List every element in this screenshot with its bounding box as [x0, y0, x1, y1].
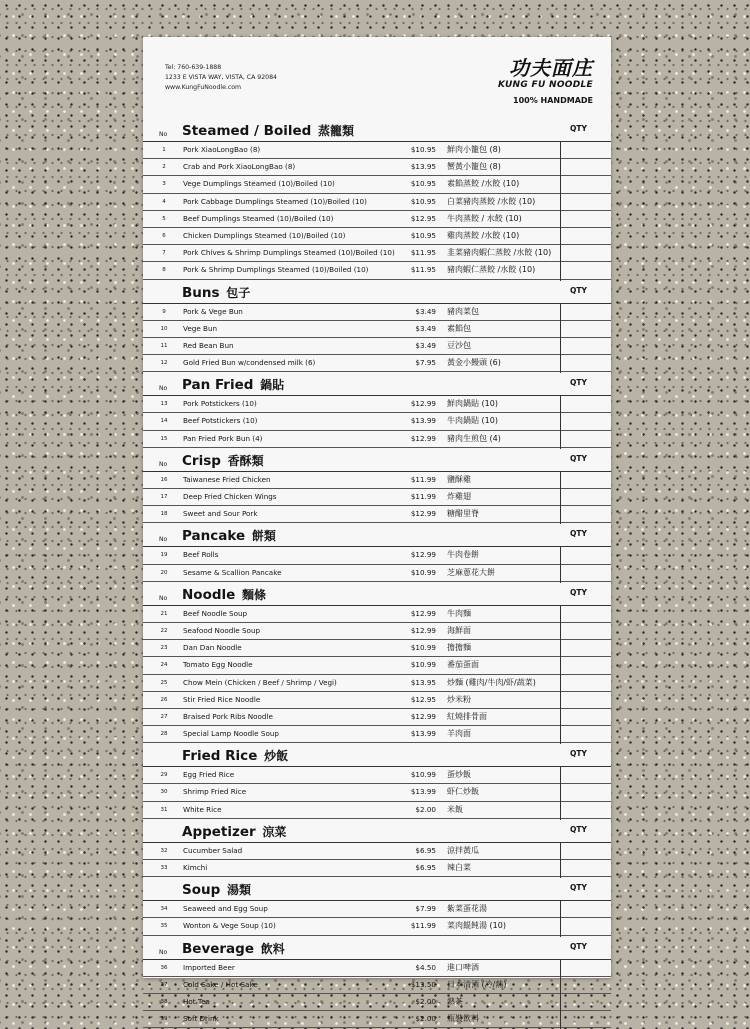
section-header — [143, 585, 611, 606]
menu-item-row — [143, 176, 611, 193]
item-number: 30 — [160, 789, 168, 796]
section-title — [182, 823, 286, 840]
menu-section — [143, 939, 611, 1029]
item-price: $12.99 — [410, 399, 436, 409]
item-name: Shrimp Fried Rice — [183, 787, 247, 797]
section-title-zh: 炒飯 — [264, 749, 289, 764]
section-title-en: Soup — [182, 882, 221, 899]
address: 1233 E VISTA WAY, VISTA, CA 92084 — [165, 74, 277, 81]
item-number: 29 — [160, 772, 168, 779]
item-price: $7.95 — [415, 358, 436, 368]
menu-sections — [143, 121, 611, 1028]
menu-item-row — [143, 565, 611, 582]
item-price: $12.99 — [410, 550, 436, 560]
item-number: 11 — [160, 342, 168, 349]
menu-section — [143, 585, 611, 744]
item-name-zh: 炒米粉 — [447, 694, 471, 704]
item-name-zh: 牛肉鍋貼 (10) — [447, 416, 498, 426]
menu-item-row — [143, 860, 611, 877]
item-name-zh: 牛肉卷餅 — [447, 550, 479, 560]
contact-info — [165, 63, 277, 93]
item-name-zh: 炸雞翅 — [447, 492, 471, 501]
item-name: Seafood Noodle Soup — [183, 625, 261, 635]
item-name: Deep Fried Chicken Wings — [183, 492, 277, 501]
item-name-zh: 韭菜豬肉蝦仁蒸餃 /水餃 (10) — [447, 248, 552, 258]
item-number: 32 — [160, 847, 168, 854]
item-name-zh: 炒麵 (雞肉/牛肉/虾/蔬菜) — [447, 677, 536, 687]
item-price: $10.95 — [410, 179, 436, 189]
menu-section — [143, 375, 611, 448]
item-name-zh: 瓶裝飲料 — [447, 1014, 479, 1024]
brand-name: KUNG FU NOODLE — [498, 80, 593, 90]
item-name: Pork & Vege Bun — [183, 306, 243, 316]
qty-divider — [560, 843, 561, 878]
item-name: Vege Bun — [183, 323, 218, 333]
item-name: Pork Chives & Shrimp Dumplings Steamed (10)/Boiled (10) — [183, 248, 395, 258]
section-title-zh: 麵條 — [242, 587, 267, 602]
item-price: $12.99 — [410, 433, 436, 443]
qty-divider — [560, 304, 561, 374]
item-name: Seaweed and Egg Soup — [183, 904, 268, 914]
menu-item-row — [143, 994, 611, 1011]
no-column-label: No — [159, 594, 168, 602]
item-number: 4 — [162, 198, 166, 205]
item-name-zh: 鮮肉鍋貼 (10) — [447, 399, 498, 409]
item-number: 18 — [160, 511, 168, 518]
item-name: Chow Mein (Chicken / Beef / Shrimp / Vegi) — [183, 677, 337, 687]
item-name: Soft Drink — [183, 1014, 219, 1024]
item-name: Beef Noodle Soup — [183, 608, 248, 618]
item-number: 1 — [162, 147, 166, 153]
section-title-en: Steamed / Boiled — [182, 123, 312, 139]
section-title-zh: 蒸籠類 — [318, 124, 355, 138]
menu-item-row — [143, 159, 611, 176]
item-name-zh: 虾仁炒飯 — [447, 787, 479, 797]
item-name: Egg Fried Rice — [183, 770, 235, 780]
section-header — [143, 283, 611, 304]
qty-divider — [560, 396, 561, 449]
item-price: $11.99 — [410, 921, 436, 931]
item-price: $11.95 — [410, 248, 436, 258]
section-header — [143, 880, 611, 901]
item-name: Crab and Pork XiaoLongBao (8) — [183, 162, 296, 172]
item-name-zh: 辣白菜 — [447, 863, 471, 872]
item-price: $13.99 — [410, 729, 436, 739]
menu-item-row — [143, 228, 611, 245]
section-title-en: Beverage — [182, 940, 254, 957]
item-price: $2.00 — [415, 1014, 436, 1024]
menu-item-row — [143, 472, 611, 489]
menu-item-row — [143, 211, 611, 228]
qty-divider — [560, 472, 561, 525]
item-number: 15 — [160, 435, 168, 442]
item-name: Imported Beer — [183, 962, 235, 972]
logo — [473, 57, 593, 105]
item-name: Vege Dumplings Steamed (10)/Boiled (10) — [183, 179, 335, 189]
item-name: Tomato Egg Noodle — [183, 660, 253, 670]
item-name: Hot Tea — [183, 996, 210, 1006]
section-title — [182, 452, 264, 469]
item-name: Dan Dan Noodle — [183, 643, 242, 653]
item-number: 23 — [160, 645, 168, 652]
menu-item-row — [143, 675, 611, 692]
section-header — [143, 375, 611, 396]
item-number: 9 — [162, 308, 166, 315]
item-price: $10.95 — [410, 196, 436, 206]
item-name-zh: 雞肉蒸餃 /水餃 (10) — [447, 230, 520, 240]
item-name: Beef Rolls — [183, 550, 219, 560]
item-name-zh: 白菜豬肉蒸餃 /水餃 (10) — [447, 196, 536, 206]
item-price: $12.95 — [410, 213, 436, 223]
section-title — [182, 284, 250, 301]
item-name-zh: 蟹黃小籠包 (8) — [447, 162, 501, 172]
brand-tagline: 100% HANDMADE — [513, 96, 593, 105]
item-name-zh: 番茄蛋面 — [447, 660, 479, 670]
menu-item-row — [143, 245, 611, 262]
item-number: 2 — [162, 164, 166, 171]
menu-sheet — [143, 37, 611, 1024]
item-price: $6.95 — [415, 845, 436, 855]
item-name: Pan Fried Pork Bun (4) — [183, 433, 263, 443]
phone-number: Tel: 760-639-1888 — [165, 64, 222, 71]
item-name: Braised Pork Ribs Noodle — [183, 711, 273, 721]
item-number: 22 — [160, 627, 168, 634]
menu-item-row — [143, 918, 611, 935]
item-name: Pork Cabbage Dumplings Steamed (10)/Boiled (10) — [183, 196, 367, 206]
item-name: White Rice — [183, 804, 222, 814]
item-price: $3.49 — [415, 340, 436, 350]
item-name-zh: 擔擔麵 — [447, 643, 471, 653]
menu-section — [143, 822, 611, 877]
section-title-zh: 餅類 — [251, 529, 276, 544]
item-number: 20 — [160, 569, 168, 576]
item-number: 24 — [160, 662, 168, 669]
section-title — [182, 881, 251, 898]
item-price: $10.99 — [410, 643, 436, 653]
menu-item-row — [143, 901, 611, 918]
item-price: $2.00 — [415, 804, 436, 814]
item-number: 8 — [162, 267, 166, 274]
item-price: $4.50 — [415, 962, 436, 972]
menu-item-row — [143, 489, 611, 506]
item-price: $13.50 — [410, 979, 436, 989]
item-name-zh: 豬肉蝦仁蒸餃 /水餃 (10) — [447, 265, 536, 275]
section-title — [182, 586, 266, 603]
item-name: Beef Potstickers (10) — [183, 416, 258, 426]
item-price: $6.95 — [415, 863, 436, 872]
item-name: Wonton & Vege Soup (10) — [183, 921, 276, 931]
item-name-zh: 鹽酥雞 — [447, 474, 471, 484]
item-price: $13.99 — [410, 787, 436, 797]
qty-column-label: QTY — [570, 587, 587, 597]
item-name: Red Bean Bun — [183, 340, 234, 350]
item-name-zh: 豬肉菜包 — [447, 306, 479, 316]
item-name-zh: 黃金小饅頭 (6) — [447, 358, 501, 368]
item-name-zh: 牛肉蒸餃 / 水餃 (10) — [447, 213, 522, 223]
section-title-zh: 香酥類 — [227, 453, 264, 468]
item-name: Pork Potstickers (10) — [183, 399, 257, 409]
section-title-en: Noodle — [182, 586, 236, 603]
menu-item-row — [143, 784, 611, 801]
menu-item-row — [143, 767, 611, 784]
menu-item-row — [143, 506, 611, 523]
qty-column-label: QTY — [570, 941, 587, 951]
menu-item-row — [143, 977, 611, 994]
item-number: 21 — [160, 610, 168, 617]
item-number: 5 — [162, 215, 166, 222]
item-name-zh: 豆沙包 — [447, 340, 471, 350]
item-name-zh: 糖醋里脊 — [447, 509, 479, 519]
item-number: 26 — [160, 696, 168, 703]
no-column-label: No — [159, 536, 168, 544]
item-name-zh: 牛肉麵 — [447, 608, 471, 618]
section-header — [143, 451, 611, 472]
item-number: 27 — [160, 713, 168, 720]
menu-item-row — [143, 843, 611, 860]
menu-item-row — [143, 194, 611, 211]
item-price: $2.00 — [415, 996, 436, 1006]
item-name: Sesame & Scallion Pancake — [183, 567, 282, 577]
item-name-zh: 日本清酒 (冷/熱) — [447, 979, 507, 989]
item-name: Pork XiaoLongBao (8) — [183, 145, 261, 154]
item-name-zh: 素餡蒸餃 /水餃 (10) — [447, 179, 520, 189]
item-name-zh: 羊肉面 — [447, 729, 471, 739]
item-name-zh: 素餡包 — [447, 323, 471, 333]
menu-section — [143, 121, 611, 280]
item-price: $10.99 — [410, 660, 436, 670]
menu-item-row — [143, 657, 611, 674]
menu-item-row — [143, 321, 611, 338]
item-price: $12.99 — [410, 509, 436, 519]
item-name: Cucumber Salad — [183, 845, 243, 855]
section-title-en: Pan Fried — [182, 377, 254, 394]
section-title — [182, 527, 276, 544]
item-price: $10.99 — [410, 770, 436, 780]
section-title-zh: 湯類 — [226, 883, 251, 898]
menu-item-row — [143, 960, 611, 977]
section-header — [143, 121, 611, 142]
menu-item-row — [143, 338, 611, 355]
item-name: Pork & Shrimp Dumplings Steamed (10)/Boiled (10) — [183, 265, 369, 275]
item-name: Cold Sake / Hot Sake — [183, 979, 258, 989]
item-name: Kimchi — [183, 863, 208, 872]
qty-column-label: QTY — [570, 378, 587, 388]
section-title-en: Pancake — [182, 528, 246, 545]
item-number: 10 — [160, 325, 168, 332]
section-header — [143, 822, 611, 843]
item-price: $12.95 — [410, 694, 436, 704]
item-number: 13 — [160, 401, 168, 408]
item-price: $11.99 — [410, 474, 436, 484]
menu-section — [143, 526, 611, 581]
menu-item-row — [143, 142, 611, 159]
item-price: $11.99 — [410, 492, 436, 501]
item-price: $10.95 — [410, 145, 436, 154]
item-name: Chicken Dumplings Steamed (10)/Boiled (10) — [183, 230, 346, 240]
menu-item-row — [143, 606, 611, 623]
item-name-zh: 米飯 — [447, 804, 463, 814]
menu-section — [143, 451, 611, 524]
item-name-zh: 熱茶 — [447, 996, 463, 1006]
item-name-zh: 紫菜蛋花湯 — [447, 904, 487, 914]
item-number: 19 — [160, 552, 168, 559]
section-title-en: Appetizer — [182, 823, 256, 840]
section-title-en: Crisp — [182, 452, 221, 469]
item-name-zh: 蛋炒飯 — [447, 770, 471, 780]
qty-divider — [560, 142, 561, 281]
section-title-zh: 涼菜 — [262, 824, 287, 839]
item-name-zh: 涼拌黃瓜 — [447, 845, 479, 855]
qty-column-label: QTY — [570, 453, 587, 463]
item-price: $10.99 — [410, 567, 436, 577]
qty-column-label: QTY — [570, 529, 587, 539]
item-number: 25 — [160, 679, 168, 686]
menu-item-row — [143, 726, 611, 743]
item-price: $13.95 — [410, 162, 436, 172]
qty-divider — [560, 606, 561, 745]
item-number: 34 — [160, 906, 168, 913]
menu-section — [143, 283, 611, 373]
section-title-en: Buns — [182, 284, 220, 301]
qty-column-label: QTY — [570, 285, 587, 295]
item-number: 35 — [160, 923, 168, 930]
item-name-zh: 紅燒排骨面 — [447, 711, 487, 721]
menu-section — [143, 880, 611, 935]
item-name-zh: 豬肉生煎包 (4) — [447, 433, 501, 443]
item-number: 37 — [160, 981, 168, 988]
menu-item-row — [143, 709, 611, 726]
qty-column-label: QTY — [570, 883, 587, 893]
section-header — [143, 939, 611, 960]
item-number: 12 — [160, 360, 168, 367]
section-title — [182, 122, 354, 139]
section-title-zh: 包子 — [226, 285, 251, 300]
item-name: Special Lamp Noodle Soup — [183, 729, 279, 739]
menu-item-row — [143, 802, 611, 819]
item-number: 3 — [162, 181, 166, 188]
menu-item-row — [143, 547, 611, 564]
no-column-label: No — [159, 460, 168, 468]
menu-item-row — [143, 692, 611, 709]
no-column-label: No — [159, 948, 168, 956]
no-column-label: No — [159, 131, 168, 138]
item-number: 28 — [160, 731, 168, 738]
qty-column-label: QTY — [570, 824, 587, 834]
menu-item-row — [143, 1011, 611, 1028]
qty-divider — [560, 767, 561, 820]
menu-item-row — [143, 623, 611, 640]
menu-item-row — [143, 304, 611, 321]
item-price: $12.99 — [410, 625, 436, 635]
item-number: 31 — [160, 806, 168, 813]
section-title-zh: 飲料 — [260, 941, 285, 956]
section-header — [143, 526, 611, 547]
item-name: Sweet and Sour Pork — [183, 509, 258, 519]
item-number: 17 — [160, 494, 168, 500]
section-header — [143, 746, 611, 767]
item-name-zh: 進口啤酒 — [447, 962, 479, 972]
section-title — [182, 940, 285, 957]
item-number: 6 — [162, 232, 166, 239]
menu-section — [143, 746, 611, 819]
item-price: $7.99 — [415, 904, 436, 914]
menu-item-row — [143, 413, 611, 430]
item-number: 14 — [160, 418, 168, 425]
item-number: 39 — [160, 1016, 168, 1023]
menu-item-row — [143, 396, 611, 413]
item-name-zh: 鮮肉小籠包 (8) — [447, 145, 501, 154]
menu-item-row — [143, 431, 611, 448]
section-title-en: Fried Rice — [182, 748, 258, 765]
menu-item-row — [143, 640, 611, 657]
item-price: $13.95 — [410, 677, 436, 687]
menu-item-row — [143, 355, 611, 372]
item-price: $10.95 — [410, 230, 436, 240]
item-name: Beef Dumplings Steamed (10)/Boiled (10) — [183, 213, 334, 223]
section-title — [182, 747, 288, 764]
item-number: 7 — [162, 250, 166, 257]
item-price: $11.95 — [410, 265, 436, 275]
qty-divider — [560, 547, 561, 582]
item-name-zh: 菜肉餛飩湯 (10) — [447, 921, 506, 931]
item-price: $3.49 — [415, 306, 436, 316]
item-name-zh: 芝麻蔥花大餅 — [447, 567, 495, 577]
website: www.KungFuNoodle.com — [165, 84, 242, 91]
item-number: 16 — [160, 476, 168, 483]
item-price: $3.49 — [415, 323, 436, 333]
menu-item-row — [143, 262, 611, 279]
qty-divider — [560, 960, 561, 1029]
item-name: Stir Fried Rice Noodle — [183, 694, 261, 704]
section-title — [182, 376, 284, 393]
qty-column-label: QTY — [570, 749, 587, 759]
logo-script: 功夫面庄 — [509, 56, 593, 80]
item-name: Taiwanese Fried Chicken — [183, 474, 271, 484]
item-name: Gold Fried Bun w/condensed milk (6) — [183, 358, 316, 368]
no-column-label: No — [159, 385, 168, 393]
item-name-zh: 海鮮面 — [447, 625, 471, 635]
item-price: $13.99 — [410, 416, 436, 426]
item-number: 36 — [160, 964, 168, 971]
item-price: $12.99 — [410, 711, 436, 721]
section-title-zh: 鍋貼 — [260, 378, 285, 393]
item-number: 33 — [160, 865, 168, 871]
qty-divider — [560, 901, 561, 936]
item-number: 38 — [160, 998, 168, 1005]
item-price: $12.99 — [410, 608, 436, 618]
qty-column-label: QTY — [570, 124, 587, 133]
